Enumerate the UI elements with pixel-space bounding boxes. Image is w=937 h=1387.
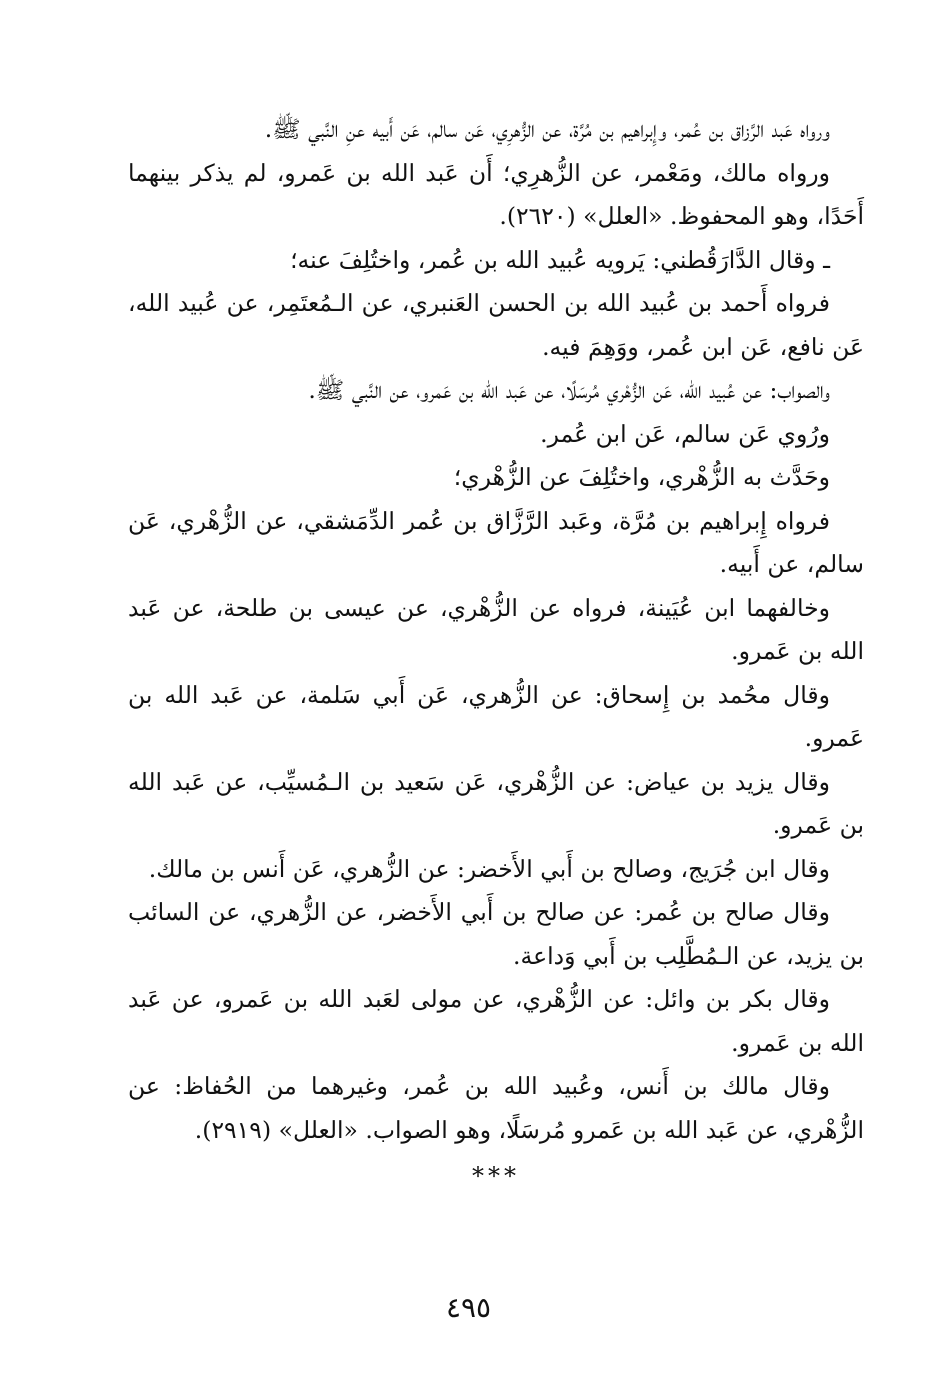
paragraph: ـ وقال الدَّارَقُطني: يَرويه عُبيد الله بن عُمر، واختُلِفَ عنه؛: [290, 245, 830, 274]
paragraph: وقال يزيد بن عياض: عن الزُّهْري، عَن سَعيد بن الـمُسيِّب، عن عَبد الله بن عَمرو.: [128, 767, 864, 839]
paragraph: وخالفهما ابن عُيَينة، فرواه عن الزُّهْري، عن عيسى بن طلحة، عن عَبد الله بن عَمرو.: [128, 593, 864, 665]
paragraph: ورُوي عَن سالم، عَن ابن عُمر.: [540, 419, 830, 448]
section-separator: ***: [472, 1162, 520, 1190]
paragraph: ورواه عَبد الرَّزاق بن عُمر، وإِبراهيم بن مُرَّة، عن الزُّهرِي، عَن سالم، عَن أَبيه عنِ النَّبي ﷺ.: [264, 115, 830, 143]
paragraph: وحَدَّث به الزُّهْري، واختُلِفَ عن الزُّهْري؛: [453, 463, 830, 491]
paragraph: وقال ابن جُرَيج، وصالح بن أَبي الأَخضر: عن الزُّهري، عَن أَنس بن مالك.: [148, 854, 830, 883]
paragraph: وقال مالك بن أَنس، وعُبيد الله بن عُمر، وغيرهما من الحُفاظ: عن الزُّهْري، عن عَبد الله بن عَمرو مُرسَلًا، وهو الصواب. «العلل» (٢٩١٩).: [128, 1072, 864, 1144]
paragraph: وقال بكر بن وائل: عن الزُّهْري، عن مولى لعَبد الله بن عَمرو، عن عَبد الله بن عَمرو.: [128, 985, 864, 1057]
page-body: [128, 108, 864, 1196]
paragraph: والصواب: عن عُبيد الله، عَن الزُّهْري مُرسَلًا، عن عَبد الله بن عَمرو، عن النَّبي ﷺ.: [308, 376, 830, 404]
paragraph: فرواه أَحمد بن عُبيد الله بن الحسن العَنبري، عن الـمُعتَمِر، عن عُبيد الله، عَن نافع، عَن ابن عُمر، ووَهِمَ فيه.: [128, 289, 864, 361]
page-number: ٤٩٥: [445, 1291, 492, 1324]
paragraph: وقال صالح بن عُمر: عن صالح بن أَبي الأَخضر، عن الزُّهري، عن السائب بن يزيد، عن الـمُطَّلِب بن أَبي وَداعة.: [128, 898, 864, 970]
paragraph: فرواه إِبراهيم بن مُرَّة، وعَبد الرَّزَّاق بن عُمر الدِّمَشقي، عن الزُّهْري، عَن سالم، عن أَبيه.: [128, 506, 864, 578]
paragraph: ورواه مالك، ومَعْمر، عن الزُّهرِي؛ أَن عَبد الله بن عَمرو، لم يذكر بينهما أَحَدًا، وهو المحفوظ. «العلل» (٢٦٢٠).: [128, 158, 864, 230]
paragraph: وقال محُمد بن إِسحاق: عن الزُّهري، عَن أَبي سَلمة، عن عَبد الله بن عَمرو.: [128, 680, 864, 752]
